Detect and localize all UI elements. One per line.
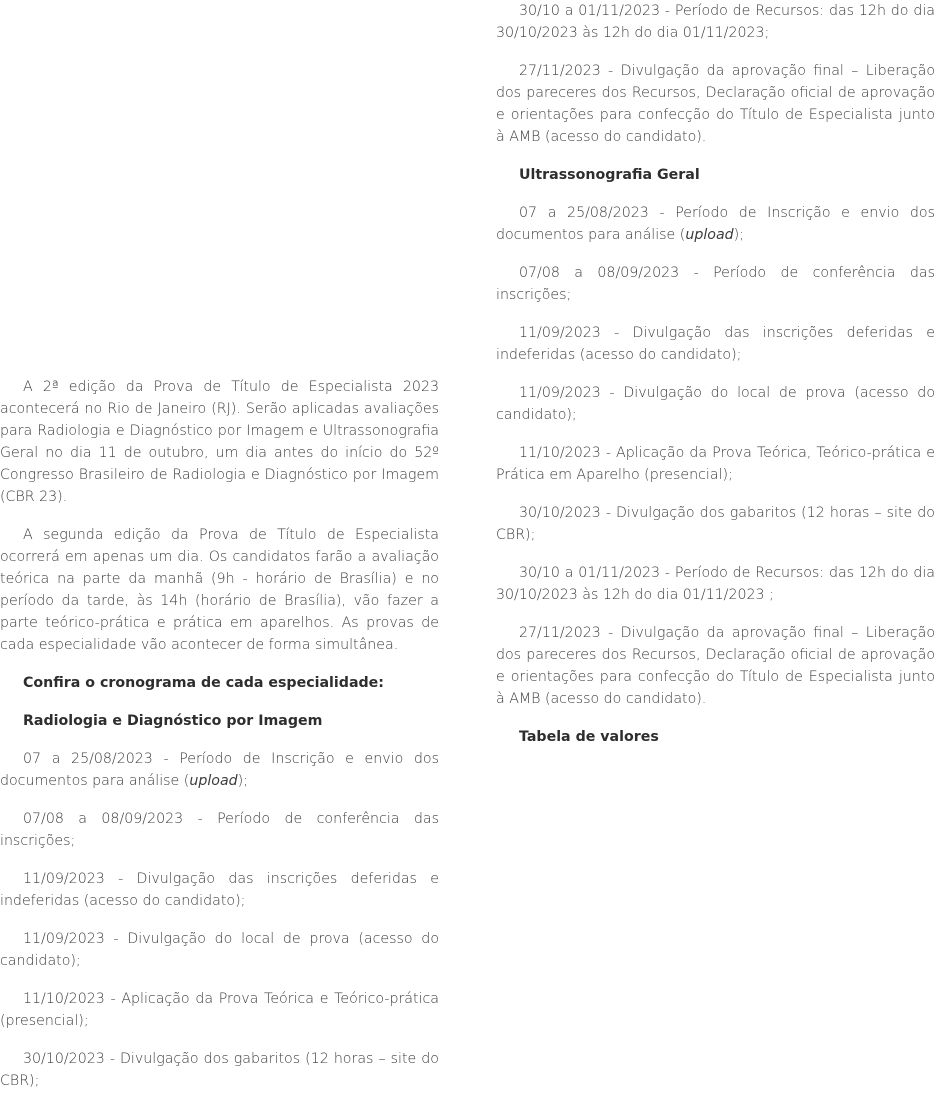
radiologia-heading: Radiologia e Diagnóstico por Imagem xyxy=(23,713,323,729)
upload-emphasis: upload xyxy=(685,227,734,243)
item-text-end: ); xyxy=(237,773,248,789)
right-column xyxy=(496,0,935,764)
ultrassonografia-item-deferidas: 11/09/2023 - Divulgação das inscrições deferidas e indeferidas (acesso do candidato); xyxy=(496,325,935,363)
item-text: 07 a 25/08/2023 - Período de Inscrição e envio dos documentos para análise ( xyxy=(496,205,935,243)
ultrassonografia-item-gabaritos: 30/10/2023 - Divulgação dos gabaritos (12 horas – site do CBR); xyxy=(496,505,935,543)
item-text: 07 a 25/08/2023 - Período de Inscrição e envio dos documentos para análise ( xyxy=(0,751,439,789)
radiologia-item-deferidas: 11/09/2023 - Divulgação das inscrições deferidas e indeferidas (acesso do candidato); xyxy=(0,871,439,909)
radiologia-item-local: 11/09/2023 - Divulgação do local de prova (acesso do candidato); xyxy=(0,931,439,969)
radiologia-item-aprovacao: 27/11/2023 - Divulgação da aprovação final – Liberação dos pareceres dos Recursos, Declaração oficial de aprovação e orientações para confecção do Título de Especialista junto à AMB (acesso do candidato). xyxy=(496,63,935,145)
ultrassonografia-item-inscricao xyxy=(496,202,935,246)
ultrassonografia-item-conferencia: 07/08 a 08/09/2023 - Período de conferência das inscrições; xyxy=(496,265,935,303)
radiologia-item-recursos: 30/10 a 01/11/2023 - Período de Recursos: das 12h do dia 30/10/2023 às 12h do dia 01/11/2023; xyxy=(496,3,935,41)
ultrassonografia-item-recursos: 30/10 a 01/11/2023 - Período de Recursos: das 12h do dia 30/10/2023 às 12h do dia 01/11/2023 ; xyxy=(496,565,935,603)
left-column xyxy=(0,376,439,1108)
upload-emphasis: upload xyxy=(189,773,238,789)
ultrassonografia-item-aplicacao: 11/10/2023 - Aplicação da Prova Teórica, Teórico-prática e Prática em Aparelho (presencial); xyxy=(496,445,935,483)
radiologia-item-aplicacao: 11/10/2023 - Aplicação da Prova Teórica e Teórico-prática (presencial); xyxy=(0,991,439,1029)
ultrassonografia-item-local: 11/09/2023 - Divulgação do local de prova (acesso do candidato); xyxy=(496,385,935,423)
tabela-valores-heading: Tabela de valores xyxy=(519,729,659,745)
schedule-heading: Confira o cronograma de cada especialidade: xyxy=(23,675,384,691)
radiologia-item-gabaritos: 30/10/2023 - Divulgação dos gabaritos (12 horas – site do CBR); xyxy=(0,1051,439,1089)
intro-paragraph-2: A segunda edição da Prova de Título de Especialista ocorrerá em apenas um dia. Os candidatos farão a avaliação teórica na parte da manhã (9h - horário de Brasília) e no período da tarde, às 14h (horário de Brasília), vão fazer a parte teórico-prática e prática em aparelhos. As provas de cada especialidade vão acontecer de forma simultânea. xyxy=(0,527,439,653)
radiologia-item-conferencia: 07/08 a 08/09/2023 - Período de conferência das inscrições; xyxy=(0,811,439,849)
intro-paragraph-1: A 2ª edição da Prova de Título de Especialista 2023 acontecerá no Rio de Janeiro (RJ). Serão aplicadas avaliações para Radiologia e Diagnóstico por Imagem e Ultrassonografia Geral no dia 11 de outubro, um dia antes do início do 52º Congresso Brasileiro de Radiologia e Diagnóstico por Imagem (CBR 23). xyxy=(0,379,439,505)
ultrassonografia-heading: Ultrassonografia Geral xyxy=(519,167,700,183)
radiologia-item-inscricao xyxy=(0,748,439,792)
ultrassonografia-item-aprovacao: 27/11/2023 - Divulgação da aprovação final – Liberação dos pareceres dos Recursos, Declaração oficial de aprovação e orientações para confecção do Título de Especialista junto à AMB (acesso do candidato). xyxy=(496,625,935,707)
item-text-end: ); xyxy=(733,227,744,243)
